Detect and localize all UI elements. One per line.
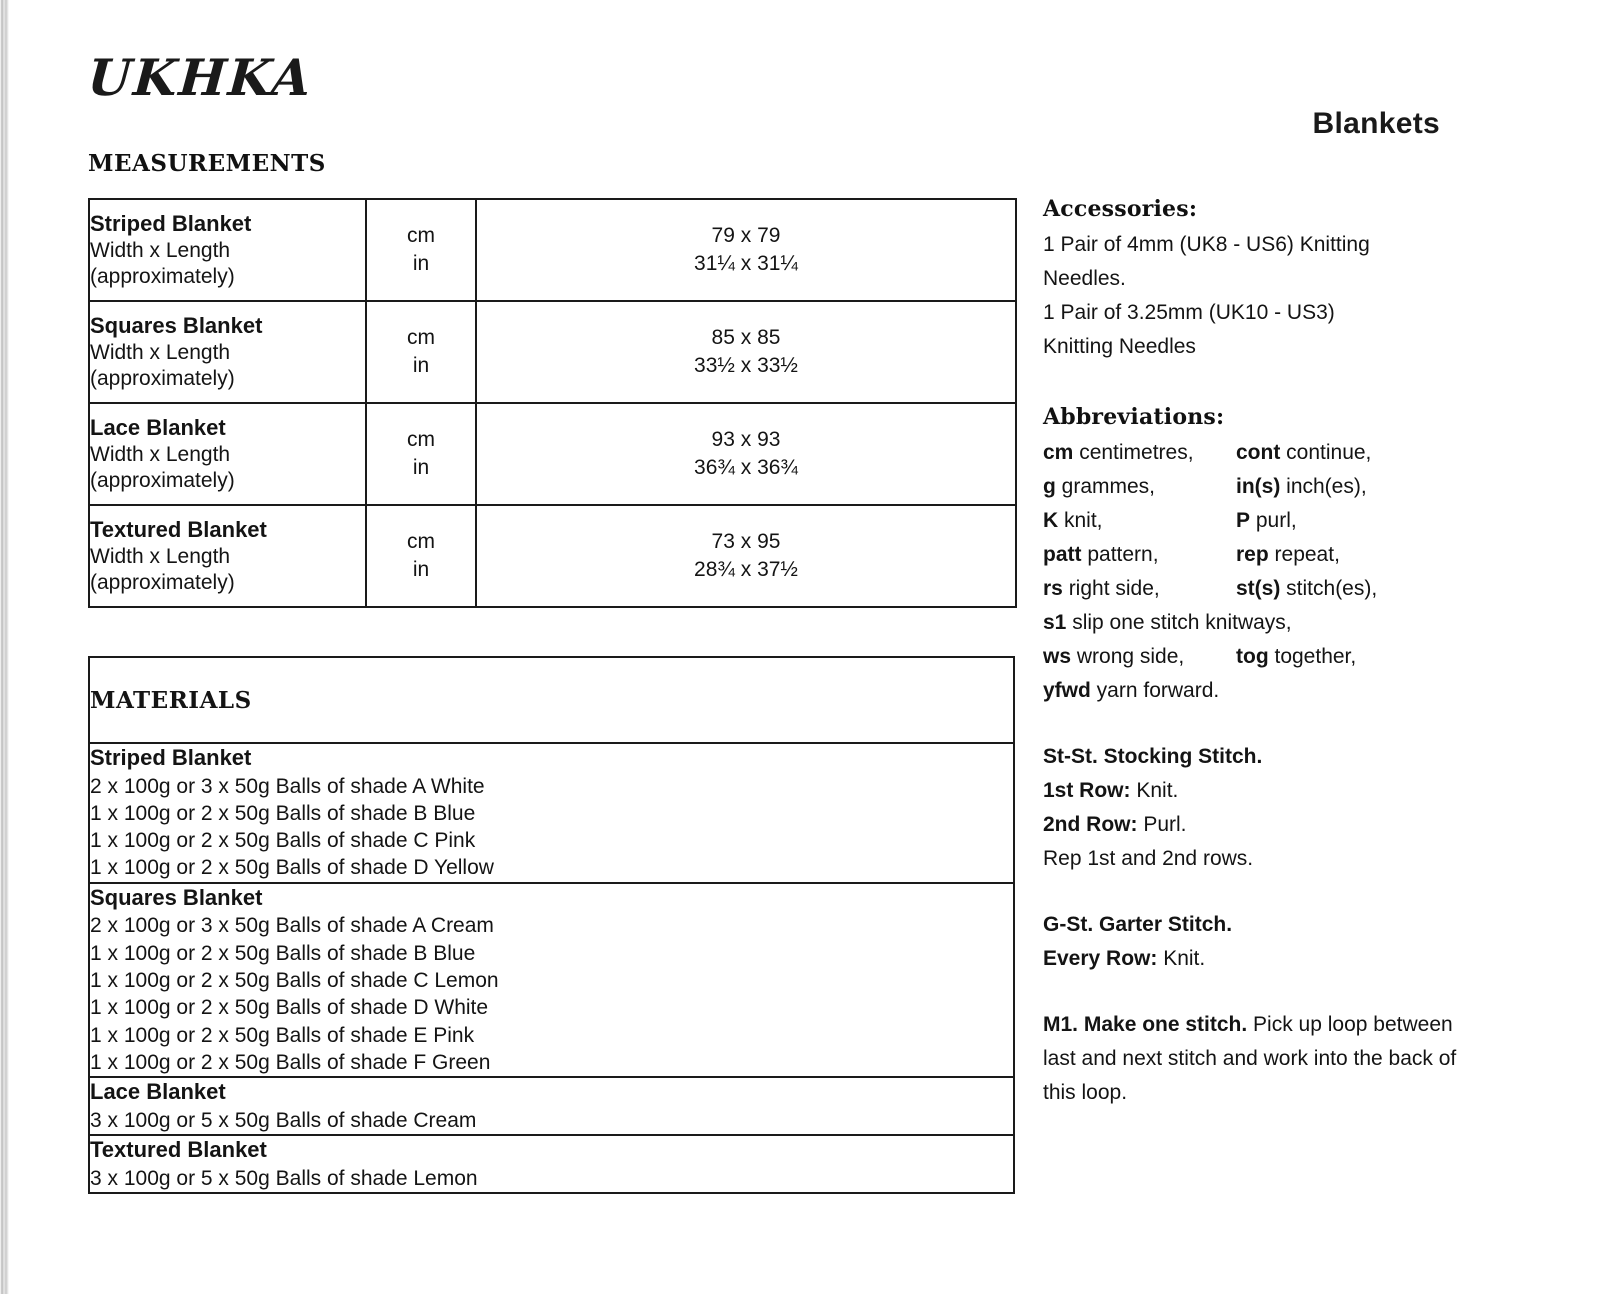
abbreviation-definition: inch(es), bbox=[1280, 475, 1367, 499]
values-cell bbox=[476, 199, 1016, 301]
abbreviation-definition: pattern, bbox=[1081, 543, 1159, 567]
materials-group-title: Squares Blanket bbox=[90, 884, 263, 910]
materials-group-cell bbox=[89, 1077, 1014, 1135]
row-label: 2nd Row: bbox=[1043, 813, 1138, 837]
garter-stitch-row bbox=[1043, 942, 1473, 976]
ukhka-logo: UKHKA bbox=[85, 48, 315, 107]
blanket-name: Striped Blanket bbox=[90, 211, 252, 237]
abbreviation-definition: yarn forward. bbox=[1090, 679, 1220, 703]
abbreviation-definition: right side, bbox=[1062, 577, 1160, 601]
abbreviation-term: rep bbox=[1236, 543, 1269, 567]
spacer bbox=[1043, 708, 1473, 740]
value-in: 33½ x 33½ bbox=[694, 354, 798, 377]
values-cell bbox=[476, 505, 1016, 607]
measurement-name-cell bbox=[89, 505, 366, 607]
value-cm: 79 x 79 bbox=[711, 224, 781, 248]
abbreviation-entry bbox=[1043, 606, 1473, 640]
stocking-stitch-heading: St-St. Stocking Stitch. bbox=[1043, 745, 1263, 769]
abbreviation-term: K bbox=[1043, 509, 1059, 533]
materials-table bbox=[88, 656, 1015, 1194]
materials-heading-cell bbox=[89, 657, 1014, 743]
stocking-stitch-row bbox=[1043, 774, 1473, 808]
abbreviation-term: tog bbox=[1236, 645, 1269, 669]
unit-in: in bbox=[412, 252, 430, 275]
approx-label: (approximately) bbox=[90, 366, 235, 390]
materials-line: 2 x 100g or 3 x 50g Balls of shade A White bbox=[90, 774, 485, 798]
row-label: Every Row: bbox=[1043, 947, 1158, 971]
abbreviation-definition: together, bbox=[1268, 645, 1357, 669]
table-row bbox=[89, 1135, 1014, 1193]
row-instruction: Knit. bbox=[1130, 779, 1179, 803]
garter-stitch-block bbox=[1043, 908, 1473, 976]
abbreviation-term: yfwd bbox=[1043, 679, 1091, 703]
materials-heading-text: MATERIALS bbox=[90, 686, 252, 714]
row-label: 1st Row: bbox=[1043, 779, 1131, 803]
materials-line: 2 x 100g or 3 x 50g Balls of shade A Cream bbox=[90, 914, 494, 938]
dimension-label: Width x Length bbox=[90, 442, 231, 466]
abbreviation-entry bbox=[1043, 436, 1236, 470]
value-in: 31¼ x 31¼ bbox=[694, 252, 798, 275]
abbreviation-entry bbox=[1043, 572, 1236, 606]
measurement-name-cell bbox=[89, 199, 366, 301]
abbreviation-entry bbox=[1236, 572, 1473, 606]
make-one-stitch-note bbox=[1043, 1008, 1473, 1110]
abbreviation-definition: continue, bbox=[1280, 441, 1372, 465]
right-column bbox=[1043, 196, 1473, 1110]
row-instruction: Purl. bbox=[1137, 813, 1187, 837]
stocking-stitch-row bbox=[1043, 808, 1473, 842]
stocking-stitch-block bbox=[1043, 740, 1473, 876]
materials-line: 1 x 100g or 2 x 50g Balls of shade C Pink bbox=[90, 829, 476, 853]
abbreviation-definition: slip one stitch knitways, bbox=[1066, 611, 1292, 635]
abbreviation-term: cm bbox=[1043, 441, 1074, 465]
abbreviation-definition: knit, bbox=[1058, 509, 1103, 533]
page-title: Blankets bbox=[1312, 107, 1440, 140]
abbreviation-definition: centimetres, bbox=[1073, 441, 1194, 465]
accessories-heading: Accessories: bbox=[1043, 196, 1198, 222]
table-row bbox=[89, 743, 1014, 883]
make-one-stitch-label: M1. Make one stitch. bbox=[1043, 1013, 1248, 1037]
materials-line: 3 x 100g or 5 x 50g Balls of shade Lemon bbox=[90, 1166, 478, 1190]
spacer bbox=[1043, 364, 1473, 404]
measurements-table bbox=[88, 198, 1015, 608]
units-cell bbox=[366, 505, 476, 607]
abbreviation-term: s1 bbox=[1043, 611, 1067, 635]
table-row bbox=[89, 1077, 1014, 1135]
abbreviations-block bbox=[1043, 404, 1473, 708]
value-in: 28¾ x 37½ bbox=[694, 558, 798, 581]
measurements-heading: MEASUREMENTS bbox=[88, 150, 326, 177]
spacer bbox=[1043, 876, 1473, 908]
units-cell bbox=[366, 301, 476, 403]
value-cm: 85 x 85 bbox=[711, 326, 781, 350]
unit-in: in bbox=[412, 456, 430, 479]
approx-label: (approximately) bbox=[90, 264, 235, 288]
materials-group-cell bbox=[89, 743, 1014, 883]
unit-cm: cm bbox=[407, 326, 435, 350]
materials-line: 1 x 100g or 2 x 50g Balls of shade C Lemon bbox=[90, 968, 499, 992]
values-cell bbox=[476, 301, 1016, 403]
materials-line: 3 x 100g or 5 x 50g Balls of shade Cream bbox=[90, 1108, 477, 1132]
materials-group-cell bbox=[89, 883, 1014, 1077]
blanket-name: Squares Blanket bbox=[90, 313, 263, 339]
measurement-name-cell bbox=[89, 301, 366, 403]
approx-label: (approximately) bbox=[90, 570, 235, 594]
abbreviation-entry bbox=[1043, 674, 1473, 708]
abbreviation-entry bbox=[1236, 640, 1473, 674]
table-row bbox=[89, 403, 1016, 505]
materials-line: 1 x 100g or 2 x 50g Balls of shade F Green bbox=[90, 1050, 491, 1074]
dimension-label: Width x Length bbox=[90, 238, 231, 262]
unit-cm: cm bbox=[407, 428, 435, 452]
materials-group-cell bbox=[89, 1135, 1014, 1193]
stocking-stitch-repeat: Rep 1st and 2nd rows. bbox=[1043, 847, 1254, 871]
measurement-name-cell bbox=[89, 403, 366, 505]
abbreviation-term: cont bbox=[1236, 441, 1281, 465]
abbreviation-definition: repeat, bbox=[1268, 543, 1340, 567]
table-row bbox=[89, 199, 1016, 301]
table-row bbox=[89, 883, 1014, 1077]
materials-group-title: Lace Blanket bbox=[90, 1079, 226, 1105]
abbreviation-term: in(s) bbox=[1236, 475, 1281, 499]
abbreviation-term: patt bbox=[1043, 543, 1082, 567]
abbreviation-term: P bbox=[1236, 509, 1251, 533]
abbreviation-definition: purl, bbox=[1250, 509, 1297, 533]
units-cell bbox=[366, 403, 476, 505]
materials-heading-row bbox=[89, 657, 1014, 743]
accessories-line: 1 Pair of 3.25mm (UK10 - US3) bbox=[1043, 301, 1335, 325]
abbreviation-definition: grammes, bbox=[1055, 475, 1156, 499]
accessories-line: Knitting Needles bbox=[1043, 335, 1196, 359]
table-row bbox=[89, 301, 1016, 403]
materials-line: 1 x 100g or 2 x 50g Balls of shade D Yellow bbox=[90, 856, 494, 880]
units-cell bbox=[366, 199, 476, 301]
unit-in: in bbox=[412, 354, 430, 377]
value-in: 36¾ x 36¾ bbox=[694, 456, 798, 479]
accessories-line: 1 Pair of 4mm (UK8 - US6) Knitting bbox=[1043, 233, 1370, 256]
materials-group-title: Textured Blanket bbox=[90, 1137, 267, 1163]
blanket-name: Lace Blanket bbox=[90, 415, 226, 441]
accessories-line: Needles. bbox=[1043, 267, 1126, 291]
materials-line: 1 x 100g or 2 x 50g Balls of shade B Blue bbox=[90, 941, 476, 965]
garter-stitch-heading: G-St. Garter Stitch. bbox=[1043, 913, 1233, 937]
value-cm: 93 x 93 bbox=[711, 428, 781, 452]
abbreviation-term: st(s) bbox=[1236, 577, 1281, 601]
materials-line: 1 x 100g or 2 x 50g Balls of shade D White bbox=[90, 996, 489, 1020]
value-cm: 73 x 95 bbox=[711, 530, 781, 554]
materials-line: 1 x 100g or 2 x 50g Balls of shade B Blue bbox=[90, 801, 476, 825]
abbreviation-entry bbox=[1236, 504, 1473, 538]
abbreviation-definition: stitch(es), bbox=[1280, 577, 1378, 601]
make-one-stitch-text: Pick up loop between last and next stitch and work into the back of this loop. bbox=[1043, 1013, 1457, 1105]
dimension-label: Width x Length bbox=[90, 544, 231, 568]
abbreviations-grid bbox=[1043, 436, 1473, 708]
abbreviation-term: rs bbox=[1043, 577, 1063, 601]
approx-label: (approximately) bbox=[90, 468, 235, 492]
abbreviation-entry bbox=[1043, 640, 1236, 674]
unit-in: in bbox=[412, 558, 430, 581]
materials-line: 1 x 100g or 2 x 50g Balls of shade E Pink bbox=[90, 1023, 475, 1047]
abbreviation-entry bbox=[1043, 504, 1236, 538]
row-instruction: Knit. bbox=[1157, 947, 1206, 971]
abbreviation-entry bbox=[1043, 538, 1236, 572]
spacer bbox=[1043, 976, 1473, 1008]
abbreviation-entry bbox=[1236, 470, 1473, 504]
unit-cm: cm bbox=[407, 224, 435, 248]
values-cell bbox=[476, 403, 1016, 505]
materials-group-title: Striped Blanket bbox=[90, 745, 252, 770]
abbreviations-heading: Abbreviations: bbox=[1043, 404, 1225, 431]
abbreviation-entry bbox=[1043, 470, 1236, 504]
abbreviation-term: ws bbox=[1043, 645, 1072, 669]
accessories-block bbox=[1043, 196, 1473, 364]
blanket-name: Textured Blanket bbox=[90, 517, 267, 543]
abbreviation-definition: wrong side, bbox=[1071, 645, 1185, 669]
abbreviation-entry bbox=[1236, 538, 1473, 572]
abbreviation-term: g bbox=[1043, 475, 1056, 499]
dimension-label: Width x Length bbox=[90, 340, 231, 364]
table-row bbox=[89, 505, 1016, 607]
abbreviation-entry bbox=[1236, 436, 1473, 470]
unit-cm: cm bbox=[407, 530, 435, 554]
